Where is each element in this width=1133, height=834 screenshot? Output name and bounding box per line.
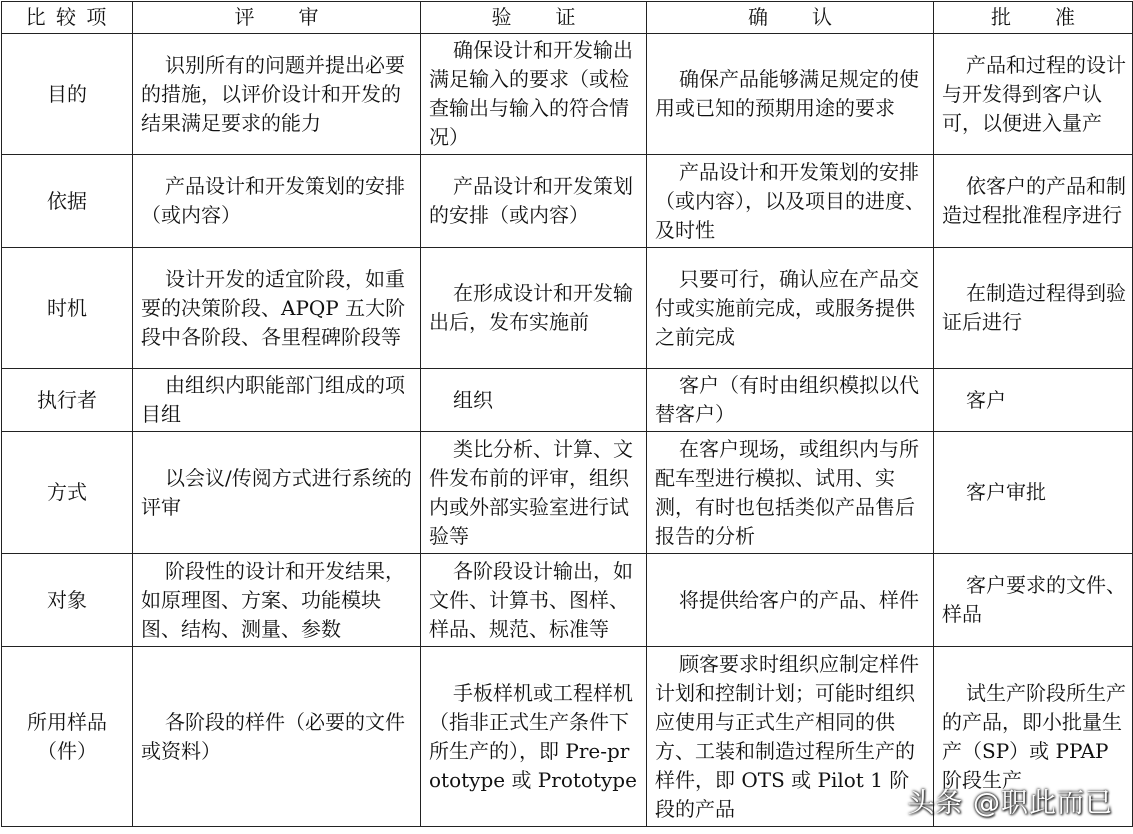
table-cell: 类比分析、计算、文件发布前的评审，组织内或外部实验室进行试验等 — [421, 432, 647, 554]
table-cell: 识别所有的问题并提出必要的措施，以评价设计和开发的结果满足要求的能力 — [133, 34, 421, 155]
table-cell: 客户审批 — [934, 432, 1133, 554]
table-cell: 在制造过程得到验证后进行 — [934, 248, 1133, 369]
watermark-text: 头条 @职此而已 — [907, 788, 1113, 819]
table-cell: 只要可行，确认应在产品交付或实施前完成，或服务提供之前完成 — [647, 248, 934, 369]
table-row — [2, 554, 1133, 647]
table-row — [2, 34, 1133, 155]
table-row — [2, 155, 1133, 248]
table-cell: 确保设计和开发输出满足输入的要求（或检查输出与输入的符合情况） — [421, 34, 647, 155]
header-row — [2, 2, 1133, 34]
table-cell: 将提供给客户的产品、样件 — [647, 554, 934, 647]
row-label-sample: 所用样品（件） — [2, 647, 133, 827]
table-row — [2, 432, 1133, 554]
table-cell: 试生产阶段所生产的产品，即小批量生产（SP）或 PPAP 阶段生产 — [934, 647, 1133, 827]
table-cell: 产品设计和开发策划的安排（或内容），以及项目的进度、及时性 — [647, 155, 934, 248]
table-cell: 客户（有时由组织模拟以代替客户） — [647, 369, 934, 432]
table-cell: 各阶段的样件（必要的文件或资料） — [133, 647, 421, 827]
header-validation: 确认 — [647, 2, 934, 34]
row-label-object: 对象 — [2, 554, 133, 647]
table-cell: 以会议/传阅方式进行系统的评审 — [133, 432, 421, 554]
comparison-table — [1, 1, 1133, 827]
table-cell: 依客户的产品和制造过程批准程序进行 — [934, 155, 1133, 248]
table-cell: 手板样机或工程样机（指非正式生产条件下所生产的），即 Pre-prototype 或 Prototype — [421, 647, 647, 827]
table-cell: 产品设计和开发策划的安排（或内容） — [421, 155, 647, 248]
table-cell: 在客户现场，或组织内与所配车型进行模拟、试用、实测，有时也包括类似产品售后报告的分析 — [647, 432, 934, 554]
table-cell: 确保产品能够满足规定的使用或已知的预期用途的要求 — [647, 34, 934, 155]
table-cell: 客户 — [934, 369, 1133, 432]
row-label-method: 方式 — [2, 432, 133, 554]
header-review: 评审 — [133, 2, 421, 34]
header-approval: 批准 — [934, 2, 1133, 34]
table-cell: 组织 — [421, 369, 647, 432]
header-verification: 验证 — [421, 2, 647, 34]
table-cell: 阶段性的设计和开发结果，如原理图、方案、功能模块图、结构、测量、参数 — [133, 554, 421, 647]
table-cell: 在形成设计和开发输出后，发布实施前 — [421, 248, 647, 369]
row-label-basis: 依据 — [2, 155, 133, 248]
table-cell: 客户要求的文件、样品 — [934, 554, 1133, 647]
row-label-purpose: 目的 — [2, 34, 133, 155]
table-cell: 顾客要求时组织应制定样件计划和控制计划；可能时组织应使用与正式生产相同的供方、工装和制造过程所生产的样件，即 OTS 或 Pilot 1 阶段的产品 — [647, 647, 934, 827]
table-cell: 各阶段设计输出，如文件、计算书、图样、样品、规范、标准等 — [421, 554, 647, 647]
row-label-timing: 时机 — [2, 248, 133, 369]
table-cell: 产品设计和开发策划的安排（或内容） — [133, 155, 421, 248]
row-label-executor: 执行者 — [2, 369, 133, 432]
table-row — [2, 248, 1133, 369]
header-compare-item: 比 较 项 — [2, 2, 133, 34]
table-row — [2, 369, 1133, 432]
table-cell: 由组织内职能部门组成的项目组 — [133, 369, 421, 432]
table-cell: 产品和过程的设计与开发得到客户认可，以便进入量产 — [934, 34, 1133, 155]
table-cell: 设计开发的适宜阶段，如重要的决策阶段、APQP 五大阶段中各阶段、各里程碑阶段等 — [133, 248, 421, 369]
